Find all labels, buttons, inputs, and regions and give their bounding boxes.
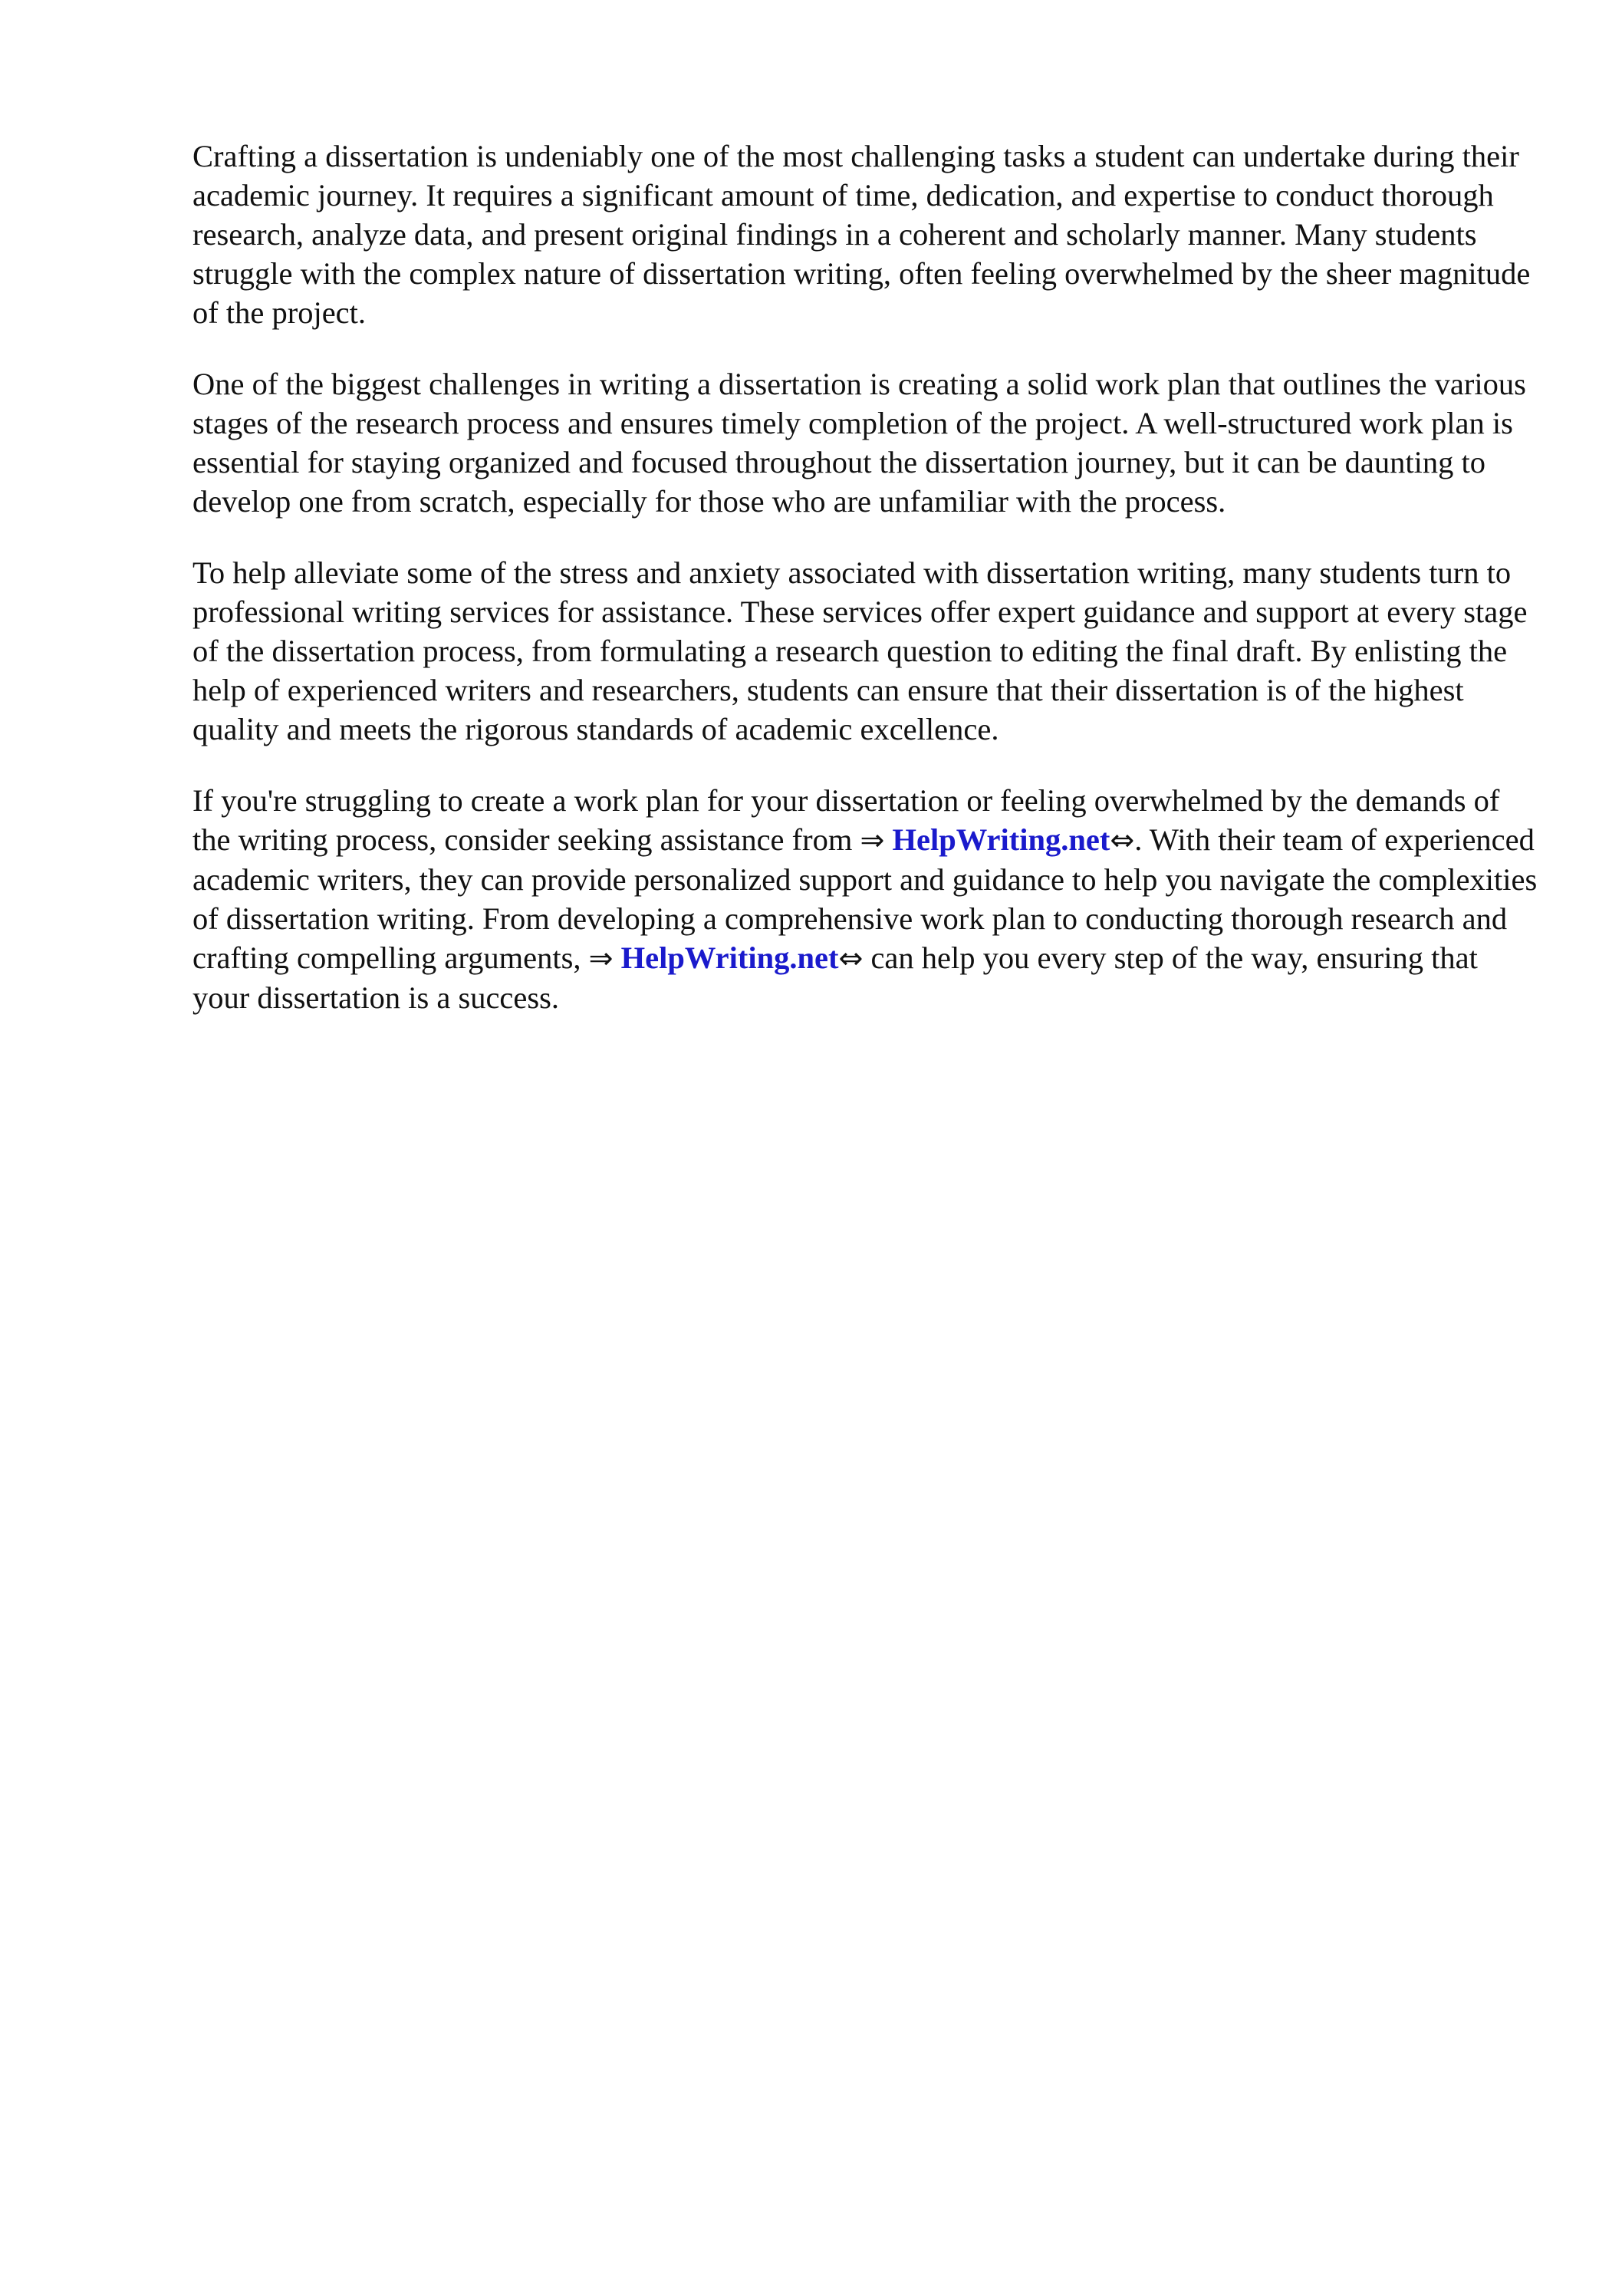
helpwriting-link-1[interactable]: HelpWriting.net bbox=[892, 822, 1110, 857]
right-arrow-icon: ⇒ bbox=[588, 941, 614, 975]
paragraph-2: One of the biggest challenges in writing a dissertation is creating a solid work plan that outlines the various stages of the research process and ensures timely completion of the project. A well-structured work plan is essential for staying organized and focused throughout the dissertation journey, but it can be daunting to develop one from scratch, especially for those who are unfamiliar with the process. bbox=[192, 367, 1526, 519]
paragraph-4-text-1: If you're struggling to create a work plan for your dissertation or feeling overwhelmed by the demands of the writing process, consider seeking assistance from bbox=[192, 783, 1500, 857]
right-arrow-icon: ⇒ bbox=[860, 823, 885, 857]
paragraph-3: To help alleviate some of the stress and anxiety associated with dissertation writing, many students turn to professional writing services for assistance. These services offer expert guidance and support at every stage of the dissertation process, from formulating a research question to editing the final draft. By enlisting the help of experienced writers and researchers, students can ensure that their dissertation is of the highest quality and meets the rigorous standards of academic excellence. bbox=[192, 555, 1528, 746]
document-body bbox=[192, 137, 1542, 1049]
paragraph-4-text-2: . With their team of experienced academic writers, they can provide personalized support and guidance to help you navigate the complexities of dissertation writing. From developing a comprehensive work plan to conducting thorough research and crafting compelling arguments, bbox=[192, 822, 1538, 975]
paragraph-1: Crafting a dissertation is undeniably one of the most challenging tasks a student can undertake during their academic journey. It requires a significant amount of time, dedication, and expertise to conduct thorough research, analyze data, and present original findings in a coherent and scholarly manner. Many students struggle with the complex nature of dissertation writing, often feeling overwhelmed by the sheer magnitude of the project. bbox=[192, 139, 1531, 330]
double-arrow-icon: ⇔ bbox=[1110, 823, 1135, 857]
helpwriting-link-2[interactable]: HelpWriting.net bbox=[620, 940, 839, 975]
double-arrow-icon: ⇔ bbox=[838, 941, 864, 975]
paragraph-4 bbox=[192, 781, 1542, 1017]
paragraph-4-text-3: can help you every step of the way, ensuring that your dissertation is a success. bbox=[192, 940, 1478, 1015]
